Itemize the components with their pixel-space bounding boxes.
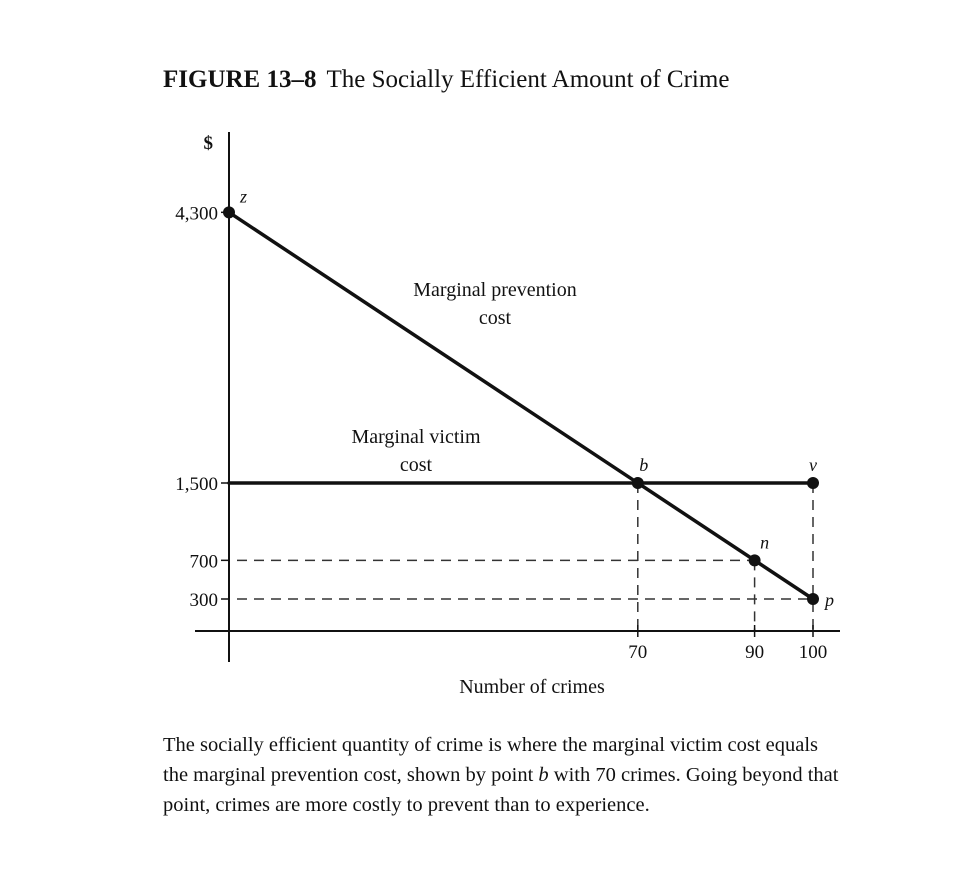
caption-text-1: The socially efficient quantity of crime is where the marginal victim cost equals the marginal prevention cost, shown by point	[163, 734, 819, 786]
figure-caption	[163, 730, 843, 820]
y-axis-label: $	[203, 133, 213, 154]
figure-title-text: The Socially Efficient Amount of Crime	[326, 66, 730, 93]
point-label-n: n	[760, 532, 770, 553]
x-axis-label: Number of crimes	[459, 676, 605, 698]
series-lines	[229, 212, 813, 599]
series-label-0-line-1: cost	[478, 307, 512, 329]
point-label-v: v	[809, 455, 817, 475]
point-v	[807, 477, 819, 489]
figure-number: FIGURE 13–8	[163, 66, 317, 93]
point-b	[632, 477, 644, 489]
caption-text-2: with 70 crimes. Going beyond that point, crimes are more costly to prevent than to experience.	[163, 764, 839, 816]
x-tick-label-100: 100	[798, 642, 828, 663]
point-n	[749, 554, 761, 566]
point-label-p: p	[825, 590, 834, 610]
y-tick-label-1500: 1,500	[175, 474, 218, 495]
point-p	[807, 593, 819, 605]
y-tick-label-700: 700	[189, 551, 218, 573]
chart-labels	[239, 186, 834, 610]
axes	[175, 132, 840, 698]
series-line-0	[229, 212, 813, 599]
x-tick-label-70: 70	[628, 642, 648, 663]
point-label-b: b	[639, 455, 649, 475]
series-label-1-line-0: Marginal victim	[351, 426, 481, 448]
y-tick-label-4300: 4,300	[175, 203, 218, 225]
point-z	[223, 206, 235, 218]
series-label-0-line-0: Marginal prevention	[413, 279, 577, 301]
x-tick-label-90: 90	[745, 642, 765, 663]
caption-point: b	[538, 764, 549, 786]
y-tick-label-300: 300	[189, 590, 218, 611]
series-label-1-line-1: cost	[399, 454, 433, 476]
point-label-z: z	[240, 186, 248, 207]
dashed-guides	[237, 483, 813, 631]
